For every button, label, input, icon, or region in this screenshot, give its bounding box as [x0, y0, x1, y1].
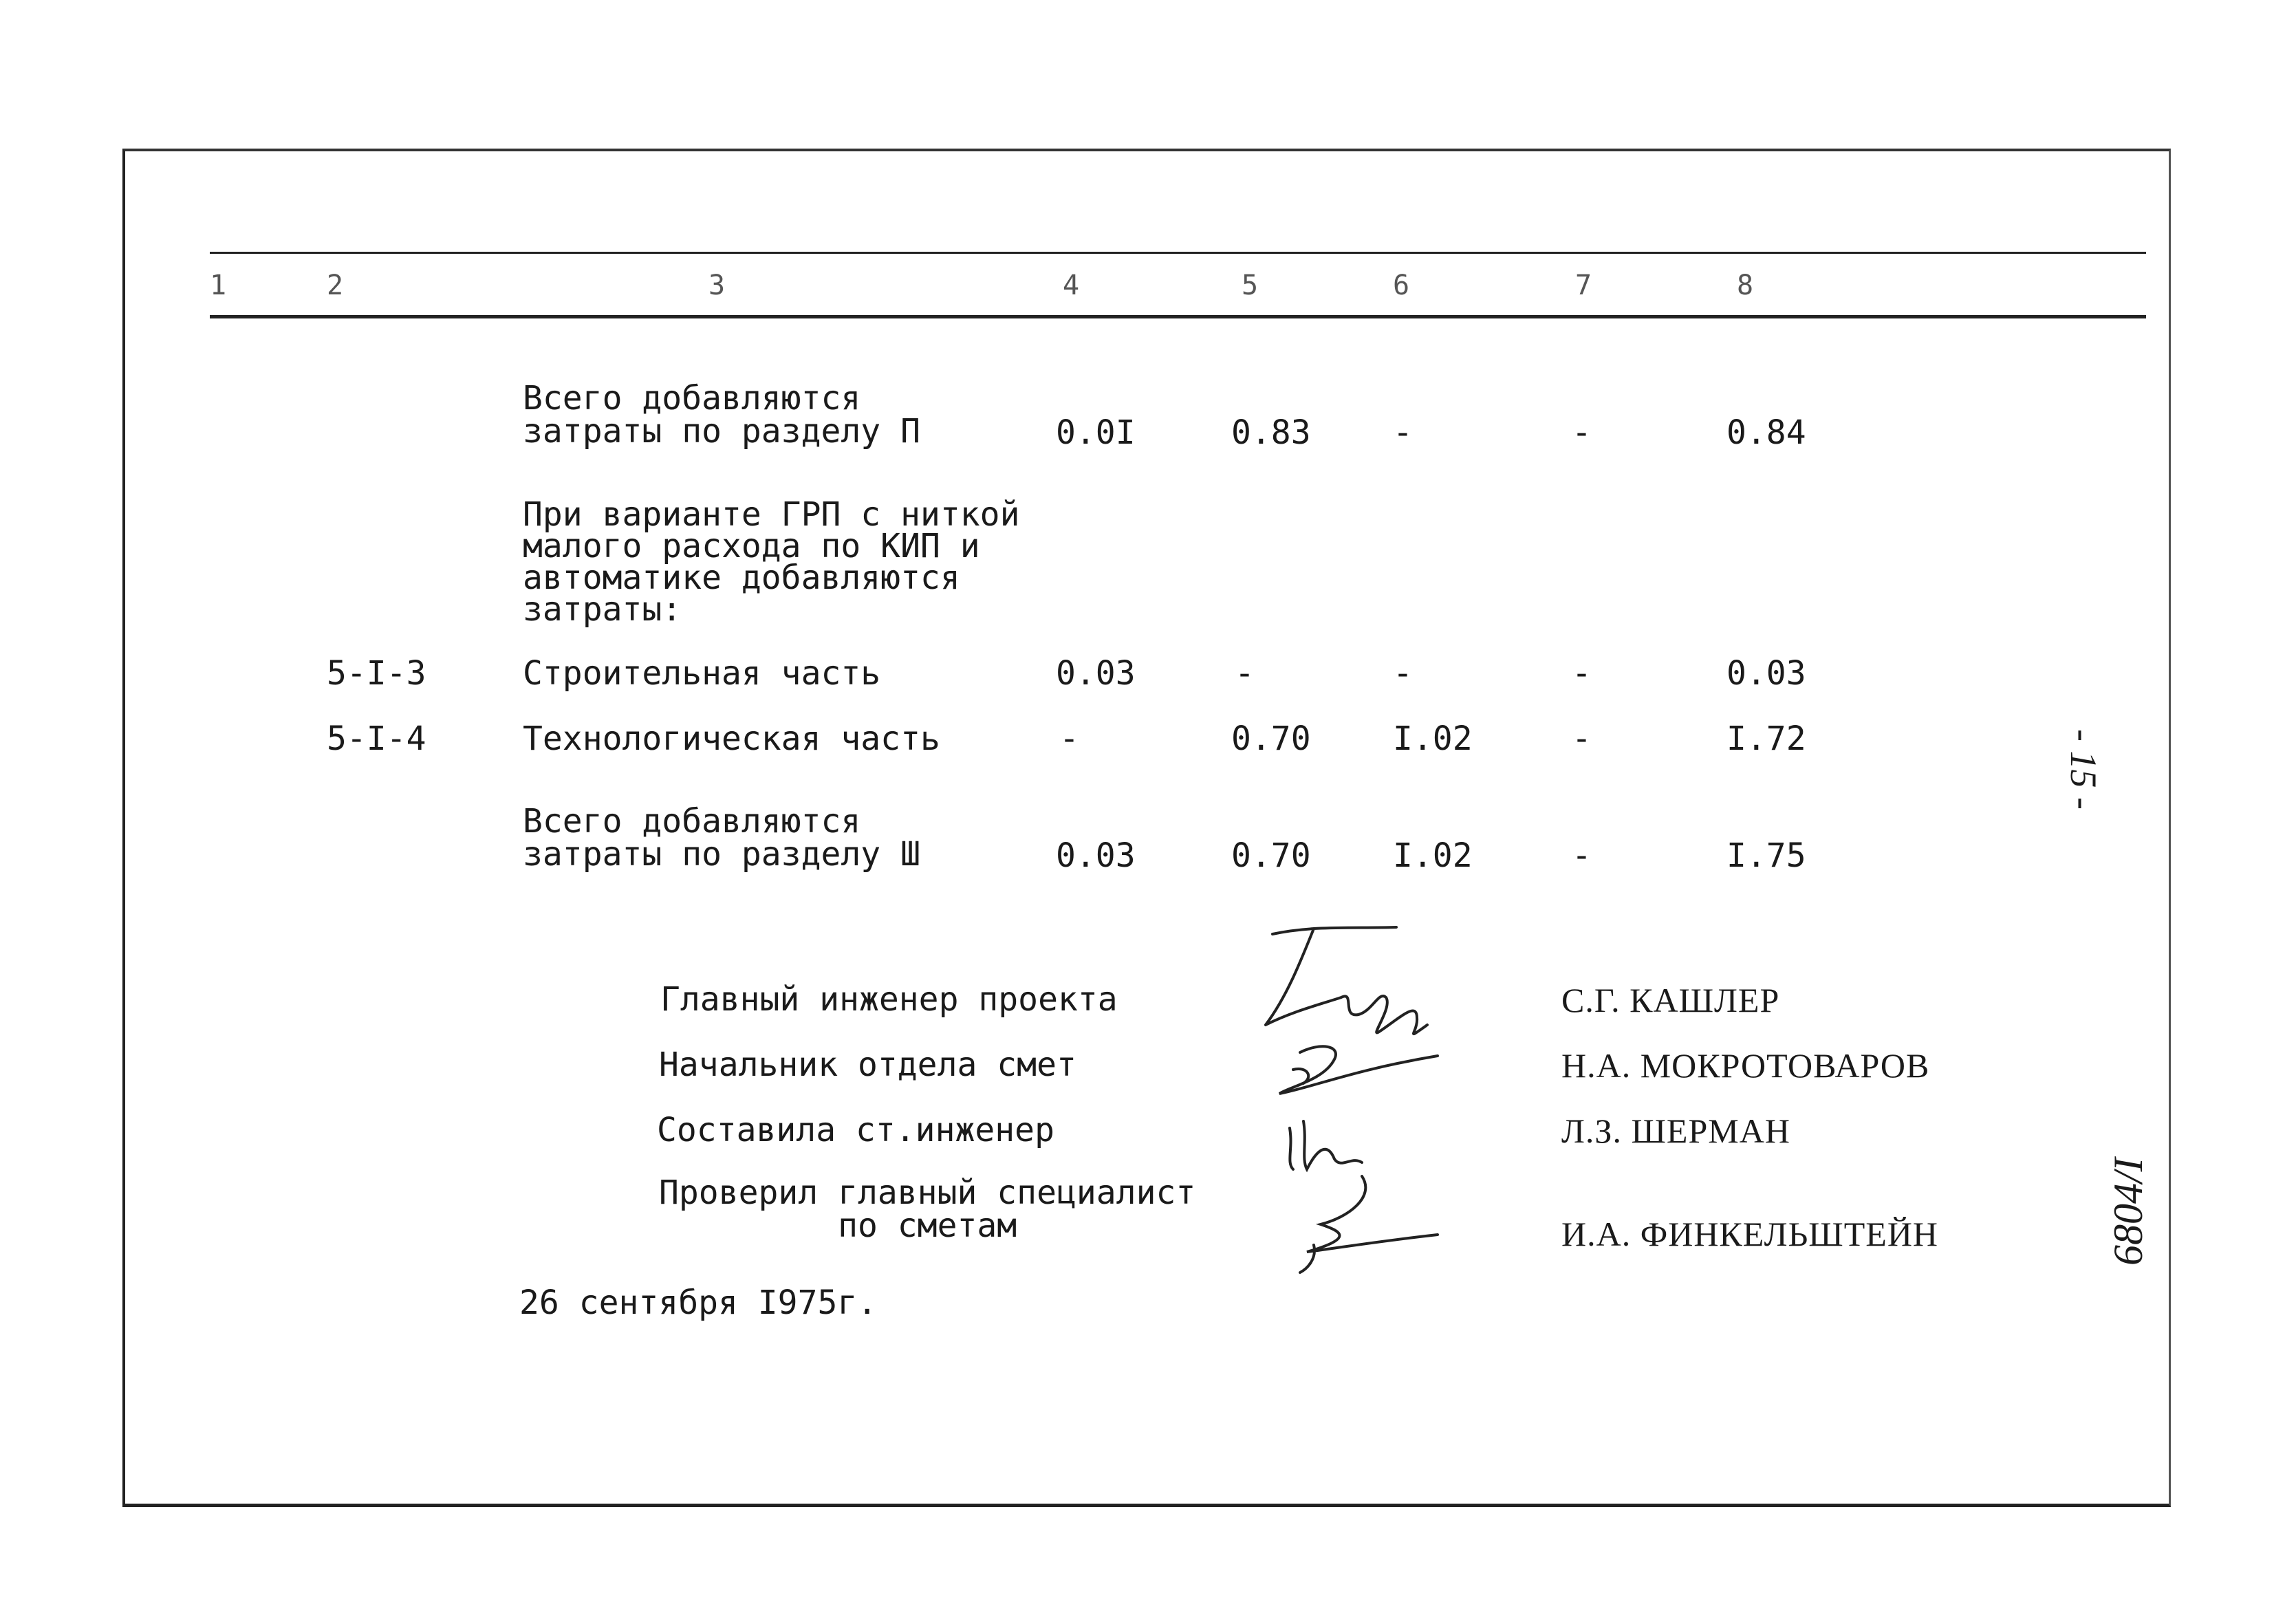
document-code: 6804/I: [2105, 1158, 2151, 1266]
signature-title: Составила ст.инженер: [657, 1111, 1054, 1149]
row-value-col6: -: [1393, 654, 1413, 693]
row-value-col5: 0.70: [1231, 719, 1311, 758]
row-value-col7: -: [1572, 413, 1592, 452]
row-value-col4: 0.03: [1056, 836, 1136, 875]
header-bottom-rule: [210, 315, 2146, 318]
page-frame: [122, 149, 2171, 1507]
row-value-col5: -: [1235, 654, 1255, 693]
row-value-col6: I.02: [1393, 836, 1473, 875]
row-desc: При варианте ГРП с ниткой малого расхода по КИП и автоматике добавляются затраты:: [523, 495, 1020, 629]
signature-title: Главный инженер проекта: [660, 980, 1118, 1019]
signature-name: С.Г. КАШЛЕР: [1561, 981, 1780, 1019]
signature-name: Н.А. МОКРОТОВАРОВ: [1561, 1046, 1930, 1085]
row-value-col8: 0.03: [1726, 654, 1806, 693]
row-desc: Всего добавляются затраты по разделу П: [523, 379, 920, 451]
col-header-2: 2: [327, 270, 344, 301]
row-value-col6: I.02: [1393, 719, 1473, 758]
col-header-6: 6: [1393, 270, 1410, 301]
col-header-3: 3: [708, 270, 726, 301]
row-code: 5-I-3: [327, 654, 426, 693]
row-code: 5-I-4: [327, 719, 426, 758]
row-value-col5: 0.70: [1231, 836, 1311, 875]
row-desc: Всего добавляются затраты по разделу Ш: [523, 802, 920, 874]
row-desc: Строительная часть: [523, 654, 881, 693]
col-header-7: 7: [1575, 270, 1592, 301]
document-date: 26 сентября I975г.: [519, 1284, 878, 1322]
col-header-5: 5: [1242, 270, 1259, 301]
header-top-rule: [210, 252, 2146, 254]
col-header-1: 1: [210, 270, 227, 301]
row-value-col4: 0.03: [1056, 654, 1136, 693]
handwritten-signatures: [1238, 922, 1499, 1279]
col-header-8: 8: [1737, 270, 1754, 301]
row-value-col5: 0.83: [1231, 413, 1311, 452]
col-header-4: 4: [1063, 270, 1080, 301]
page-number: - 15 -: [2063, 729, 2104, 810]
row-value-col4: -: [1059, 719, 1079, 758]
row-value-col4: 0.0I: [1056, 413, 1136, 452]
row-value-col8: I.75: [1726, 836, 1806, 875]
signature-title: Начальник отдела смет: [659, 1046, 1076, 1084]
signature-title: Проверил главный специалист по сметам: [659, 1173, 1196, 1245]
row-value-col7: -: [1572, 654, 1592, 693]
row-value-col8: I.72: [1726, 719, 1806, 758]
row-value-col7: -: [1572, 836, 1592, 875]
signature-name: Л.З. ШЕРМАН: [1561, 1112, 1790, 1150]
row-value-col8: 0.84: [1726, 413, 1806, 452]
row-value-col6: -: [1393, 413, 1413, 452]
row-value-col7: -: [1572, 719, 1592, 758]
row-desc: Технологическая часть: [523, 719, 940, 758]
signature-name: И.А. ФИНКЕЛЬШТЕЙН: [1561, 1215, 1939, 1253]
